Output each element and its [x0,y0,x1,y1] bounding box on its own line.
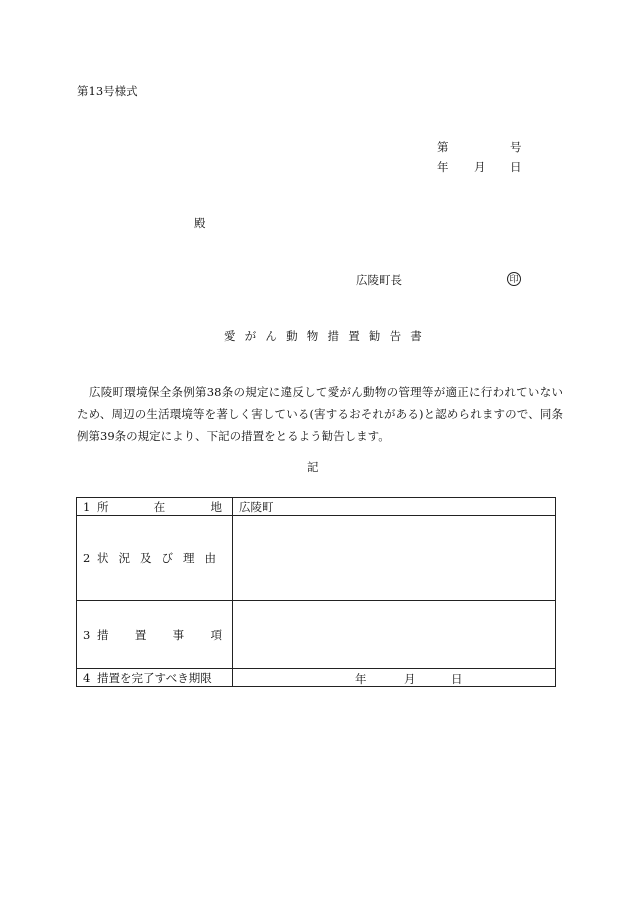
deadline-label: 措置を完了すべき期限 [97,670,212,685]
table-row [77,516,556,601]
label-char: 項 [210,627,222,642]
addressee-suffix: 殿 [194,216,206,230]
label-char: 状 [97,551,109,565]
row-label [77,601,233,669]
form-number: 第13号様式 [77,84,138,98]
label-char: 及 [140,551,152,565]
doc-number-prefix: 第 [437,140,449,154]
row-number: 1 [83,499,91,514]
body-paragraph: 広陵町環境保全条例第38条の規定に違反して愛がん動物の管理等が適正に行われていないため、周辺の生活環境等を著しく害している(害するおそれがある)と認められますので、同条例第39条の規定により、下記の措置をとるよう勧告します。 [77,385,563,443]
situation-reason-value[interactable] [233,516,556,601]
table-row [77,601,556,669]
label-char: 由 [204,551,216,565]
ki-heading: 記 [307,460,319,474]
label-char: 在 [153,499,166,514]
doc-number-suffix: 号 [510,140,522,154]
date-year: 年 [437,160,449,174]
label-char: 所 [97,499,109,514]
location-value[interactable]: 広陵町 [233,498,556,516]
label-char: 理 [183,551,195,565]
date-day: 日 [510,160,522,174]
details-table [76,497,556,687]
table-row [77,498,556,516]
label-char: 事 [172,627,185,642]
document-title: 愛がん動物措置勧告書 [224,329,431,343]
row-number: 2 [83,551,91,565]
deadline-year: 年 [355,672,367,686]
deadline-month: 月 [404,672,416,686]
label-char: 置 [134,627,147,642]
table-row [77,669,556,687]
row-label [77,498,233,516]
label-char: 地 [210,499,222,514]
row-number: 3 [83,627,91,642]
sender-title: 広陵町長 [356,273,402,287]
row-number: 4 [83,670,91,685]
label-char: び [161,551,173,565]
deadline-value[interactable] [233,669,556,687]
row-label [77,669,233,687]
seal-mark: 印 [507,272,521,286]
deadline-day: 日 [451,672,463,686]
label-char: 況 [118,551,130,565]
row-label [77,516,233,601]
label-char: 措 [97,627,109,642]
date-month: 月 [474,160,486,174]
measures-value[interactable] [233,601,556,669]
